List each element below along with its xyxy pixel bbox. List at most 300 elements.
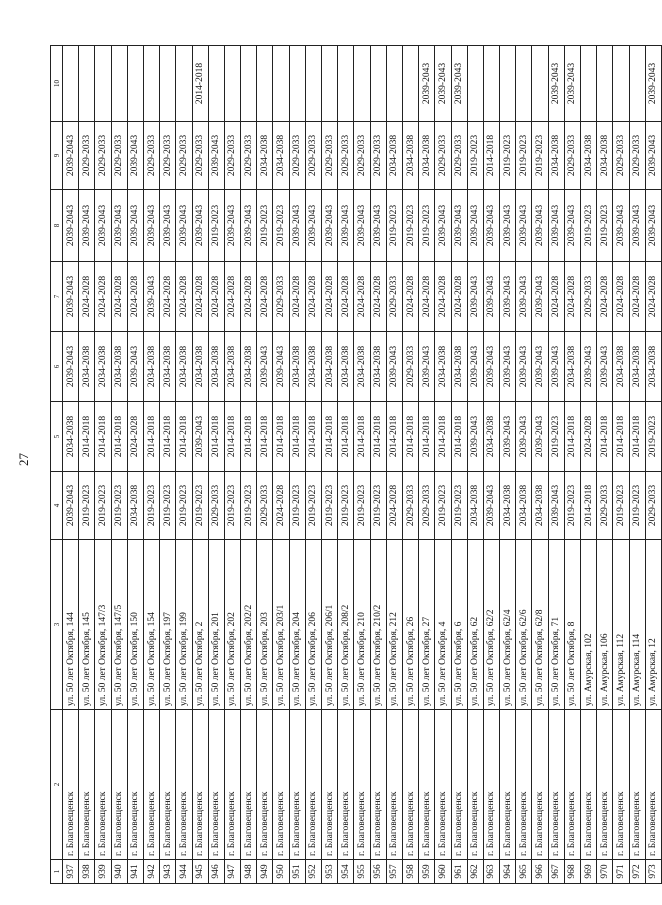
cell-c5: 2014-2018: [79, 402, 95, 472]
cell-c5: 2039-2043: [467, 402, 483, 472]
table-row: [338, 46, 354, 884]
cell-n: 952: [305, 860, 321, 884]
cell-c9: 2029-2033: [451, 122, 467, 190]
cell-n: 968: [564, 860, 580, 884]
cell-c8: 2039-2043: [564, 190, 580, 262]
cell-addr: ул. 50 лет Октября, 2: [192, 540, 208, 710]
table-row: [532, 46, 548, 884]
cell-c9: 2029-2033: [241, 122, 257, 190]
cell-city: г. Благовещенск: [613, 710, 629, 860]
cell-c8: 2039-2043: [354, 190, 370, 262]
cell-c8: 2019-2023: [386, 190, 402, 262]
cell-n: 946: [208, 860, 224, 884]
cell-c4: 2039-2043: [63, 472, 79, 540]
cell-c9: 2029-2033: [613, 122, 629, 190]
cell-c7: 2029-2033: [581, 262, 597, 332]
cell-c6: 2034-2038: [192, 332, 208, 402]
cell-n: 939: [95, 860, 111, 884]
cell-c9: 2019-2023: [516, 122, 532, 190]
cell-c5: 2039-2043: [516, 402, 532, 472]
cell-city: г. Благовещенск: [305, 710, 321, 860]
table-row: [63, 46, 79, 884]
cell-c9: 2034-2038: [581, 122, 597, 190]
cell-city: г. Благовещенск: [629, 710, 645, 860]
cell-c8: 2039-2043: [289, 190, 305, 262]
cell-city: г. Благовещенск: [370, 710, 386, 860]
cell-c10: [322, 46, 338, 122]
cell-c9: 2019-2023: [500, 122, 516, 190]
cell-c10: [289, 46, 305, 122]
cell-c7: 2029-2033: [273, 262, 289, 332]
cell-c5: 2014-2018: [208, 402, 224, 472]
cell-c6: 2039-2043: [257, 332, 273, 402]
cell-c5: 2019-2023: [548, 402, 564, 472]
cell-c6: 2039-2043: [127, 332, 143, 402]
cell-city: г. Благовещенск: [127, 710, 143, 860]
table-row: [629, 46, 645, 884]
table-row: [516, 46, 532, 884]
cell-c6: 2039-2043: [500, 332, 516, 402]
cell-city: г. Благовещенск: [419, 710, 435, 860]
table-row: [176, 46, 192, 884]
cell-c10: 2039-2043: [435, 46, 451, 122]
cell-city: г. Благовещенск: [500, 710, 516, 860]
cell-c4: 2019-2023: [79, 472, 95, 540]
cell-c7: 2024-2028: [629, 262, 645, 332]
table-row: [95, 46, 111, 884]
cell-c8: 2039-2043: [467, 190, 483, 262]
cell-n: 948: [241, 860, 257, 884]
cell-c9: 2029-2033: [338, 122, 354, 190]
cell-c10: [500, 46, 516, 122]
cell-c9: 2039-2043: [645, 122, 661, 190]
cell-n: 967: [548, 860, 564, 884]
cell-city: г. Благовещенск: [63, 710, 79, 860]
cell-city: г. Благовещенск: [322, 710, 338, 860]
cell-c8: 2039-2043: [224, 190, 240, 262]
cell-city: г. Благовещенск: [208, 710, 224, 860]
cell-c8: 2039-2043: [629, 190, 645, 262]
cell-c10: [79, 46, 95, 122]
cell-c9: 2029-2033: [354, 122, 370, 190]
table-row: [419, 46, 435, 884]
cell-c4: 2029-2033: [597, 472, 613, 540]
table-row: [208, 46, 224, 884]
cell-c4: 2019-2023: [564, 472, 580, 540]
table-row: [500, 46, 516, 884]
cell-c10: [176, 46, 192, 122]
cell-c4: 2029-2033: [402, 472, 418, 540]
cell-c8: 2039-2043: [192, 190, 208, 262]
cell-c8: 2019-2023: [208, 190, 224, 262]
cell-c6: 2034-2038: [143, 332, 159, 402]
table-row: [645, 46, 661, 884]
cell-c5: 2014-2018: [629, 402, 645, 472]
cell-c7: 2024-2028: [208, 262, 224, 332]
cell-c9: 2029-2033: [629, 122, 645, 190]
cell-c7: 2024-2028: [338, 262, 354, 332]
cell-c6: 2039-2043: [63, 332, 79, 402]
cell-c5: 2014-2018: [322, 402, 338, 472]
cell-n: 951: [289, 860, 305, 884]
cell-n: 950: [273, 860, 289, 884]
cell-c6: 2039-2043: [419, 332, 435, 402]
cell-c7: 2039-2043: [467, 262, 483, 332]
cell-c5: 2014-2018: [338, 402, 354, 472]
cell-n: 971: [613, 860, 629, 884]
table-row: [370, 46, 386, 884]
col-header: 3: [51, 540, 63, 710]
cell-addr: ул. 50 лет Октября, 210/2: [370, 540, 386, 710]
cell-c4: 2029-2033: [645, 472, 661, 540]
cell-c5: 2014-2018: [435, 402, 451, 472]
cell-addr: ул. 50 лет Октября, 203: [257, 540, 273, 710]
cell-c9: 2034-2038: [386, 122, 402, 190]
cell-c10: [63, 46, 79, 122]
cell-c7: 2024-2028: [176, 262, 192, 332]
cell-c8: 2019-2023: [581, 190, 597, 262]
cell-c5: 2039-2043: [500, 402, 516, 472]
cell-addr: ул. Амурская, 112: [613, 540, 629, 710]
cell-c9: 2029-2033: [192, 122, 208, 190]
cell-addr: ул. 50 лет Октября, 26: [402, 540, 418, 710]
table-row: [613, 46, 629, 884]
cell-c4: 2034-2038: [127, 472, 143, 540]
cell-c6: 2034-2038: [289, 332, 305, 402]
cell-addr: ул. 50 лет Октября, 145: [79, 540, 95, 710]
cell-c8: 2039-2043: [95, 190, 111, 262]
cell-n: 949: [257, 860, 273, 884]
cell-n: 961: [451, 860, 467, 884]
cell-c7: 2024-2028: [451, 262, 467, 332]
cell-c5: 2014-2018: [597, 402, 613, 472]
cell-c7: 2024-2028: [79, 262, 95, 332]
cell-c6: 2034-2038: [208, 332, 224, 402]
cell-c9: 2029-2033: [289, 122, 305, 190]
register-table-container: [50, 46, 659, 884]
cell-c8: 2039-2043: [645, 190, 661, 262]
cell-addr: ул. 50 лет Октября, 212: [386, 540, 402, 710]
cell-c7: 2039-2043: [500, 262, 516, 332]
cell-c4: 2024-2028: [386, 472, 402, 540]
cell-c5: 2014-2018: [257, 402, 273, 472]
cell-c4: 2019-2023: [143, 472, 159, 540]
table-row: [305, 46, 321, 884]
cell-addr: ул. 50 лет Октября, 203/1: [273, 540, 289, 710]
cell-city: г. Благовещенск: [257, 710, 273, 860]
cell-n: 970: [597, 860, 613, 884]
cell-c7: 2024-2028: [419, 262, 435, 332]
cell-c8: 2019-2023: [273, 190, 289, 262]
cell-city: г. Благовещенск: [516, 710, 532, 860]
cell-addr: ул. Амурская, 102: [581, 540, 597, 710]
table-row: [127, 46, 143, 884]
table-row: [548, 46, 564, 884]
cell-c7: 2024-2028: [354, 262, 370, 332]
cell-c10: [629, 46, 645, 122]
cell-n: 954: [338, 860, 354, 884]
page-number: 27: [16, 453, 31, 466]
cell-c10: [208, 46, 224, 122]
cell-n: 938: [79, 860, 95, 884]
table-row: [581, 46, 597, 884]
cell-c9: 2039-2043: [63, 122, 79, 190]
cell-c10: 2039-2043: [419, 46, 435, 122]
cell-c5: 2014-2018: [451, 402, 467, 472]
cell-c10: 2014-2018: [192, 46, 208, 122]
cell-c10: 2039-2043: [451, 46, 467, 122]
cell-city: г. Благовещенск: [354, 710, 370, 860]
cell-c10: [597, 46, 613, 122]
cell-c9: 2034-2038: [273, 122, 289, 190]
cell-c8: 2019-2023: [402, 190, 418, 262]
cell-c4: 2019-2023: [322, 472, 338, 540]
cell-addr: ул. 50 лет Октября, 62/2: [483, 540, 499, 710]
cell-n: 957: [386, 860, 402, 884]
cell-c4: 2034-2038: [516, 472, 532, 540]
table-row: [289, 46, 305, 884]
cell-addr: ул. 50 лет Октября, 154: [143, 540, 159, 710]
cell-c10: 2039-2043: [645, 46, 661, 122]
table-row: [273, 46, 289, 884]
cell-addr: ул. 50 лет Октября, 147/3: [95, 540, 111, 710]
col-header: 5: [51, 402, 63, 472]
cell-c10: [160, 46, 176, 122]
cell-c9: 2029-2033: [370, 122, 386, 190]
cell-n: 947: [224, 860, 240, 884]
cell-n: 940: [111, 860, 127, 884]
cell-c7: 2024-2028: [111, 262, 127, 332]
cell-n: 964: [500, 860, 516, 884]
cell-c8: 2039-2043: [435, 190, 451, 262]
cell-c9: 2029-2033: [564, 122, 580, 190]
cell-n: 965: [516, 860, 532, 884]
cell-c4: 2034-2038: [467, 472, 483, 540]
cell-c7: 2024-2028: [192, 262, 208, 332]
cell-c10: [241, 46, 257, 122]
cell-c6: 2034-2038: [79, 332, 95, 402]
table-row: [192, 46, 208, 884]
cell-c5: 2014-2018: [143, 402, 159, 472]
cell-addr: ул. Амурская, 12: [645, 540, 661, 710]
cell-n: 960: [435, 860, 451, 884]
cell-city: г. Благовещенск: [386, 710, 402, 860]
cell-n: 959: [419, 860, 435, 884]
cell-c5: 2014-2018: [176, 402, 192, 472]
cell-n: 973: [645, 860, 661, 884]
cell-c9: 2029-2033: [224, 122, 240, 190]
cell-c6: 2034-2038: [613, 332, 629, 402]
cell-c5: 2014-2018: [419, 402, 435, 472]
cell-n: 937: [63, 860, 79, 884]
cell-n: 956: [370, 860, 386, 884]
cell-c7: 2024-2028: [548, 262, 564, 332]
cell-c10: [516, 46, 532, 122]
cell-c9: 2029-2033: [160, 122, 176, 190]
cell-c5: 2014-2018: [95, 402, 111, 472]
cell-city: г. Благовещенск: [435, 710, 451, 860]
cell-c9: 2034-2038: [257, 122, 273, 190]
cell-c8: 2039-2043: [160, 190, 176, 262]
cell-c5: 2024-2028: [127, 402, 143, 472]
cell-c10: [370, 46, 386, 122]
cell-c4: 2019-2023: [451, 472, 467, 540]
cell-c10: [613, 46, 629, 122]
cell-c8: 2039-2043: [451, 190, 467, 262]
cell-addr: ул. 50 лет Октября, 62/6: [516, 540, 532, 710]
cell-c10: 2039-2043: [564, 46, 580, 122]
cell-c6: 2034-2038: [224, 332, 240, 402]
cell-c9: 2029-2033: [305, 122, 321, 190]
cell-c6: 2034-2038: [370, 332, 386, 402]
cell-c8: 2039-2043: [63, 190, 79, 262]
cell-city: г. Благовещенск: [338, 710, 354, 860]
cell-addr: ул. 50 лет Октября, 27: [419, 540, 435, 710]
cell-c5: 2014-2018: [370, 402, 386, 472]
cell-c6: 2034-2038: [629, 332, 645, 402]
cell-addr: ул. 50 лет Октября, 202: [224, 540, 240, 710]
cell-c10: [532, 46, 548, 122]
cell-c7: 2024-2028: [257, 262, 273, 332]
cell-c6: 2039-2043: [516, 332, 532, 402]
cell-c6: 2034-2038: [338, 332, 354, 402]
cell-c7: 2039-2043: [63, 262, 79, 332]
cell-c6: 2039-2043: [532, 332, 548, 402]
cell-c9: 2029-2033: [79, 122, 95, 190]
cell-c5: 2039-2043: [192, 402, 208, 472]
cell-c9: 2034-2038: [548, 122, 564, 190]
cell-n: 945: [192, 860, 208, 884]
cell-c4: 2029-2033: [257, 472, 273, 540]
cell-c5: 2014-2018: [354, 402, 370, 472]
table-row: [435, 46, 451, 884]
cell-c6: 2034-2038: [451, 332, 467, 402]
cell-c6: 2034-2038: [645, 332, 661, 402]
table-row: [597, 46, 613, 884]
cell-c5: 2014-2018: [305, 402, 321, 472]
cell-c6: 2034-2038: [435, 332, 451, 402]
cell-c4: 2019-2023: [613, 472, 629, 540]
cell-c10: [305, 46, 321, 122]
cell-c10: [467, 46, 483, 122]
cell-c8: 2039-2043: [111, 190, 127, 262]
cell-c10: [127, 46, 143, 122]
cell-c4: 2019-2023: [370, 472, 386, 540]
cell-c7: 2024-2028: [645, 262, 661, 332]
cell-c9: 2029-2033: [143, 122, 159, 190]
cell-c4: 2034-2038: [500, 472, 516, 540]
cell-c5: 2014-2018: [386, 402, 402, 472]
cell-n: 958: [402, 860, 418, 884]
cell-c8: 2039-2043: [370, 190, 386, 262]
cell-n: 942: [143, 860, 159, 884]
cell-c8: 2039-2043: [143, 190, 159, 262]
col-header: 7: [51, 262, 63, 332]
cell-c5: 2014-2018: [224, 402, 240, 472]
cell-c5: 2024-2028: [581, 402, 597, 472]
cell-addr: ул. 50 лет Октября, 204: [289, 540, 305, 710]
cell-addr: ул. 50 лет Октября, 206: [305, 540, 321, 710]
cell-c5: 2019-2023: [645, 402, 661, 472]
cell-c8: 2039-2043: [613, 190, 629, 262]
col-header: 8: [51, 190, 63, 262]
cell-n: 955: [354, 860, 370, 884]
cell-n: 941: [127, 860, 143, 884]
cell-c8: 2039-2043: [322, 190, 338, 262]
cell-addr: ул. 50 лет Октября, 6: [451, 540, 467, 710]
table-body: [63, 46, 662, 884]
table-row: [257, 46, 273, 884]
cell-n: 966: [532, 860, 548, 884]
table-row: [467, 46, 483, 884]
table-row: [354, 46, 370, 884]
cell-c7: 2024-2028: [127, 262, 143, 332]
cell-c5: 2014-2018: [613, 402, 629, 472]
cell-c10: [483, 46, 499, 122]
cell-c4: 2019-2023: [289, 472, 305, 540]
cell-c6: 2039-2043: [483, 332, 499, 402]
col-header: 6: [51, 332, 63, 402]
cell-c5: 2014-2018: [241, 402, 257, 472]
cell-c4: 2034-2038: [532, 472, 548, 540]
cell-c6: 2039-2043: [581, 332, 597, 402]
cell-c4: 2019-2023: [224, 472, 240, 540]
cell-n: 969: [581, 860, 597, 884]
cell-c9: 2014-2018: [483, 122, 499, 190]
cell-c10: [354, 46, 370, 122]
cell-c5: 2014-2018: [273, 402, 289, 472]
cell-c5: 2014-2018: [564, 402, 580, 472]
col-header: 9: [51, 122, 63, 190]
cell-city: г. Благовещенск: [95, 710, 111, 860]
cell-city: г. Благовещенск: [597, 710, 613, 860]
col-header: 1: [51, 860, 63, 884]
cell-c7: 2039-2043: [532, 262, 548, 332]
cell-c7: 2029-2033: [386, 262, 402, 332]
cell-city: г. Благовещенск: [273, 710, 289, 860]
cell-c6: 2039-2043: [548, 332, 564, 402]
cell-c10: [386, 46, 402, 122]
cell-c4: 2019-2023: [160, 472, 176, 540]
cell-c10: [402, 46, 418, 122]
col-header: 2: [51, 710, 63, 860]
cell-addr: ул. 50 лет Октября, 8: [564, 540, 580, 710]
cell-c6: 2039-2043: [467, 332, 483, 402]
cell-c4: 2014-2018: [581, 472, 597, 540]
table-row: [224, 46, 240, 884]
cell-c7: 2024-2028: [435, 262, 451, 332]
cell-c7: 2024-2028: [322, 262, 338, 332]
table-row: [402, 46, 418, 884]
cell-c6: 2034-2038: [564, 332, 580, 402]
cell-c8: 2039-2043: [483, 190, 499, 262]
cell-c5: 2014-2018: [289, 402, 305, 472]
cell-c7: 2039-2043: [483, 262, 499, 332]
cell-addr: ул. 50 лет Октября, 202/2: [241, 540, 257, 710]
cell-c8: 2039-2043: [548, 190, 564, 262]
cell-c10: [338, 46, 354, 122]
cell-c9: 2019-2023: [532, 122, 548, 190]
cell-c7: 2024-2028: [241, 262, 257, 332]
cell-c6: 2034-2038: [305, 332, 321, 402]
cell-addr: ул. 50 лет Октября, 62/4: [500, 540, 516, 710]
cell-city: г. Благовещенск: [581, 710, 597, 860]
cell-c6: 2034-2038: [241, 332, 257, 402]
cell-city: г. Благовещенск: [548, 710, 564, 860]
cell-c4: 2024-2028: [273, 472, 289, 540]
cell-c6: 2039-2043: [597, 332, 613, 402]
cell-c9: 2034-2038: [419, 122, 435, 190]
